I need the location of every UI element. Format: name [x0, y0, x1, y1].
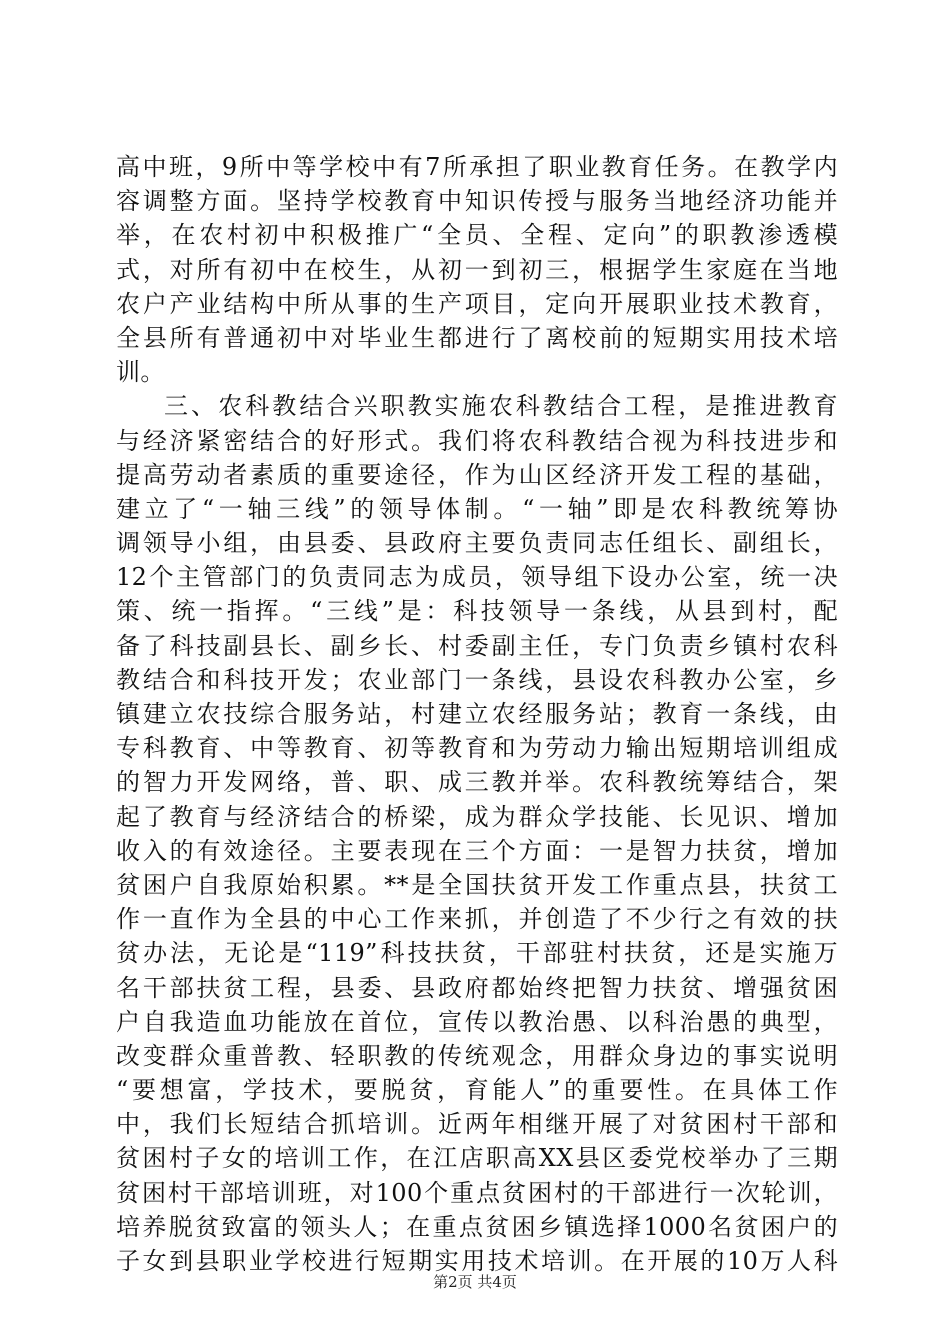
text-line: 容调整方面。坚持学校教育中知识传授与服务当地经济功能并 — [116, 187, 838, 216]
text-line: 农户产业结构中所从事的生产项目，定向开展职业技术教育， — [116, 289, 838, 318]
text-line: 策、统一指挥。“三线”是：科技领导一条线，从县到村，配 — [116, 597, 838, 626]
text-line: 名干部扶贫工程，县委、县政府都始终把智力扶贫、增强贫困 — [116, 973, 838, 1002]
page-number-footer: 第2页 共4页 — [433, 1273, 517, 1291]
text-line: 教结合和科技开发；农业部门一条线，县设农科教办公室，乡 — [116, 665, 838, 694]
text-line: 12个主管部门的负责同志为成员，领导组下设办公室，统一决 — [116, 563, 838, 592]
text-line: 全县所有普通初中对毕业生都进行了离校前的短期实用技术培 — [116, 323, 838, 352]
text-line: 专科教育、中等教育、初等教育和为劳动力输出短期培训组成 — [116, 734, 838, 763]
text-line: 训。 — [116, 358, 165, 387]
text-line: 贫困村子女的培训工作，在江店职高XX县区委党校举办了三期 — [116, 1144, 838, 1173]
document-body — [116, 150, 838, 1278]
text-line: 子女到县职业学校进行短期实用技术培训。在开展的10万人科 — [116, 1247, 838, 1275]
text-line: 的智力开发网络，普、职、成三教并举。农科教统筹结合，架 — [116, 768, 838, 797]
text-line: 镇建立农技综合服务站，村建立农经服务站；教育一条线，由 — [116, 700, 838, 728]
text-line: 贫困户自我原始积累。**是全国扶贫开发工作重点县，扶贫工 — [116, 870, 838, 899]
text-line: 作一直作为全县的中心工作来抓，并创造了不少行之有效的扶 — [116, 905, 838, 934]
text-line: 起了教育与经济结合的桥梁，成为群众学技能、长见识、增加 — [116, 802, 838, 831]
text-line: 与经济紧密结合的好形式。我们将农科教结合视为科技进步和 — [116, 426, 838, 455]
text-line: 培养脱贫致富的领头人；在重点贫困乡镇选择1000名贫困户的 — [116, 1212, 838, 1241]
text-line: 调领导小组，由县委、县政府主要负责同志任组长、副组长， — [116, 529, 838, 558]
text-line: 备了科技副县长、副乡长、村委副主任，专门负责乡镇村农科 — [116, 631, 838, 660]
text-line: “要想富，学技术，要脱贫，育能人”的重要性。在具体工作 — [116, 1076, 838, 1105]
text-line: 收入的有效途径。主要表现在三个方面：一是智力扶贫，增加 — [116, 836, 838, 865]
text-line: 户自我造血功能放在首位，宣传以教治愚、以科治愚的典型， — [116, 1007, 838, 1036]
text-line: 建立了“一轴三线”的领导体制。“一轴”即是农科教统筹协 — [116, 494, 838, 523]
paragraph-start-line: 三、农科教结合兴职教实施农科教结合工程，是推进教育 — [164, 392, 838, 421]
text-line: 举，在农村初中积极推广“全员、全程、定向”的职教渗透模 — [116, 221, 838, 250]
text-line: 中，我们长短结合抓培训。近两年相继开展了对贫困村干部和 — [116, 1110, 838, 1139]
text-line: 贫困村干部培训班，对100个重点贫困村的干部进行一次轮训， — [116, 1178, 838, 1207]
text-line: 高中班，9所中等学校中有7所承担了职业教育任务。在教学内 — [116, 153, 838, 181]
text-line: 式，对所有初中在校生，从初一到初三，根据学生家庭在当地 — [116, 255, 838, 284]
text-line: 改变群众重普教、轻职教的传统观念，用群众身边的事实说明 — [116, 1041, 838, 1070]
text-line: 提高劳动者素质的重要途径，作为山区经济开发工程的基础， — [116, 460, 838, 489]
text-line: 贫办法，无论是“119”科技扶贫，干部驻村扶贫，还是实施万 — [116, 939, 838, 968]
